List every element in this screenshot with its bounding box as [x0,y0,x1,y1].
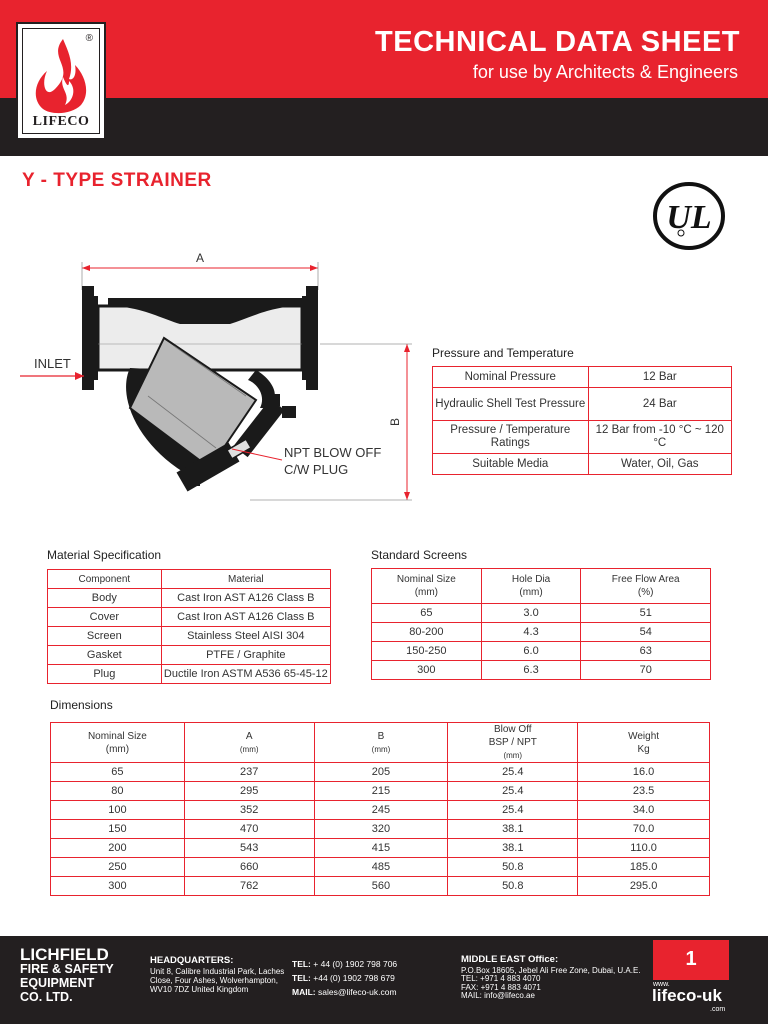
phone-number[interactable]: +971 4 883 4070 [480,974,541,983]
registered-mark: ® [85,33,93,44]
table-cell: 200 [51,839,185,858]
table-cell: 16.0 [578,763,710,782]
standard-screens-table [371,568,711,680]
product-title: Y - TYPE STRAINER [22,170,212,191]
table-row [51,763,710,782]
table-header-row [372,569,711,604]
website-domain: .com [710,1006,726,1013]
footer-company-name: LICHFIELD FIRE & SAFETY EQUIPMENT CO. LTD. [20,945,114,1004]
table-row [433,367,732,388]
table-cell: 300 [372,661,482,680]
pressure-value: Water, Oil, Gas [588,454,731,475]
table-row [372,642,711,661]
table-header-row [51,723,710,763]
pressure-label: Suitable Media [433,454,589,475]
table-header-row [48,570,331,589]
table-cell: 110.0 [578,839,710,858]
pressure-label: Nominal Pressure [433,367,589,388]
table-cell: 215 [314,782,448,801]
table-cell: 295.0 [578,877,710,896]
column-header: Nominal Size (mm) [51,723,185,763]
table-cell: 38.1 [448,839,578,858]
document-title: TECHNICAL DATA SHEET [375,26,740,58]
table-cell: 38.1 [448,820,578,839]
table-cell: Screen [48,627,162,646]
table-row [372,604,711,623]
table-cell: Plug [48,665,162,684]
footer-uk-contacts: TEL: + 44 (0) 1902 798 706 TEL: +44 (0) 1902 798 679 MAIL: sales@lifeco-uk.com [292,959,398,997]
footer-headquarters: HEADQUARTERS: Unit 8, Calibre Industrial Park, Laches Close, Four Ashes, Wolverhampton, WV10 7DZ United Kingdom [150,955,285,994]
table-row [48,646,331,665]
table-cell: 415 [314,839,448,858]
column-header: A (mm) [184,723,314,763]
table-row [433,388,732,421]
email-link[interactable]: info@lifeco.ae [484,991,535,1000]
pressure-value: 12 Bar [588,367,731,388]
table-cell: 25.4 [448,763,578,782]
table-row [51,839,710,858]
table-cell: 34.0 [578,801,710,820]
table-cell: 237 [184,763,314,782]
column-header: Nominal Size (mm) [372,569,482,604]
table-row [48,665,331,684]
table-cell: 543 [184,839,314,858]
table-cell: 50.8 [448,858,578,877]
table-cell: 250 [51,858,185,877]
dimension-b-label: B [388,417,402,427]
table-cell: 470 [184,820,314,839]
table-cell: 65 [372,604,482,623]
strainer-drawing [20,248,420,510]
table-row [51,877,710,896]
ul-mark-text: UL [666,199,712,236]
table-cell: 100 [51,801,185,820]
logo-text: LIFECO [32,114,90,129]
table-row [372,661,711,680]
table-row [48,627,331,646]
table-cell: 23.5 [578,782,710,801]
table-cell: Ductile Iron ASTM A536 65-45-12 [161,665,330,684]
fax-number: +971 4 883 4071 [480,982,541,992]
company-logo [16,22,106,140]
table-cell: 65 [51,763,185,782]
table-cell: 485 [314,858,448,877]
pressure-value: 12 Bar from -10 °C ~ 120 °C [588,421,731,454]
table-cell: 80-200 [372,623,482,642]
table-row [433,421,732,454]
column-header: Free Flow Area (%) [581,569,711,604]
flame-icon [33,37,91,115]
hq-address: Unit 8, Calibre Industrial Park, Laches Close, Four Ashes, Wolverhampton, WV10 7DZ United Kingdom [150,967,285,994]
pressure-label: Hydraulic Shell Test Pressure [433,388,589,421]
table-cell: 762 [184,877,314,896]
inlet-label: INLET [34,356,71,371]
column-header: B (mm) [314,723,448,763]
table-cell: 51 [581,604,711,623]
header-dark-band [0,98,768,156]
table-cell: 245 [314,801,448,820]
blowoff-label-line2: C/W PLUG [284,462,349,477]
me-address: P.O.Box 18605, Jebel Ali Free Zone, Dubai, U.A.E. [461,965,641,975]
table-cell: 150 [51,820,185,839]
dimensions-table-caption: Dimensions [50,698,113,712]
table-cell: 6.0 [481,642,581,661]
table-row [51,801,710,820]
table-cell: 6.3 [481,661,581,680]
table-cell: 660 [184,858,314,877]
material-specification-table [47,569,331,684]
ul-certification-icon [652,181,726,251]
table-cell: 70 [581,661,711,680]
table-cell: 352 [184,801,314,820]
table-cell: 320 [314,820,448,839]
table-cell: 54 [581,623,711,642]
table-cell: 560 [314,877,448,896]
dimension-a-label: A [195,251,205,265]
page-number: 1 [685,948,697,970]
phone-number[interactable]: +44 (0) 1902 798 679 [313,973,395,983]
table-row [51,858,710,877]
table-cell: 205 [314,763,448,782]
table-cell: 25.4 [448,801,578,820]
website-link[interactable]: lifeco-uk [652,986,722,1005]
table-row [48,589,331,608]
table-cell: 63 [581,642,711,661]
footer-middle-east-office: MIDDLE EAST Office: P.O.Box 18605, Jebel Ali Free Zone, Dubai, U.A.E. TEL: +971 4 883 4070 FAX: +971 4 883 4071 MAIL: info@lifeco.ae [461,954,641,1000]
table-cell: 25.4 [448,782,578,801]
website-prefix: www. [653,981,670,988]
document-subtitle: for use by Architects & Engineers [472,62,738,82]
table-row [372,623,711,642]
table-cell: 80 [51,782,185,801]
table-cell: 70.0 [578,820,710,839]
table-row [48,608,331,627]
pressure-temperature-table [432,366,732,475]
table-cell: Gasket [48,646,162,665]
blowoff-label-line1: NPT BLOW OFF [284,445,382,460]
table-row [433,454,732,475]
column-header: Weight Kg [578,723,710,763]
email-link[interactable]: sales@lifeco-uk.com [317,987,397,997]
table-cell: Cast Iron AST A126 Class B [161,589,330,608]
column-header: Material [161,570,330,589]
table-cell: 50.8 [448,877,578,896]
table-cell: Cover [48,608,162,627]
column-header: Hole Dia (mm) [481,569,581,604]
table-cell: 185.0 [578,858,710,877]
table-cell: PTFE / Graphite [161,646,330,665]
dimensions-table [50,722,710,896]
table-cell: 150-250 [372,642,482,661]
table-row [51,782,710,801]
table-cell: 4.3 [481,623,581,642]
table-cell: Stainless Steel AISI 304 [161,627,330,646]
table-cell: 295 [184,782,314,801]
table-cell: Cast Iron AST A126 Class B [161,608,330,627]
table-cell: 300 [51,877,185,896]
pressure-label: Pressure / Temperature Ratings [433,421,589,454]
column-header: Blow Off BSP / NPT (mm) [448,723,578,763]
material-table-caption: Material Specification [47,548,162,562]
column-header: Component [48,570,162,589]
table-cell: Body [48,589,162,608]
pressure-table-caption: Pressure and Temperature [432,346,574,360]
phone-number[interactable]: + 44 (0) 1902 798 706 [313,959,398,969]
table-cell: 3.0 [481,604,581,623]
screens-table-caption: Standard Screens [371,548,468,562]
table-row [51,820,710,839]
pressure-value: 24 Bar [588,388,731,421]
